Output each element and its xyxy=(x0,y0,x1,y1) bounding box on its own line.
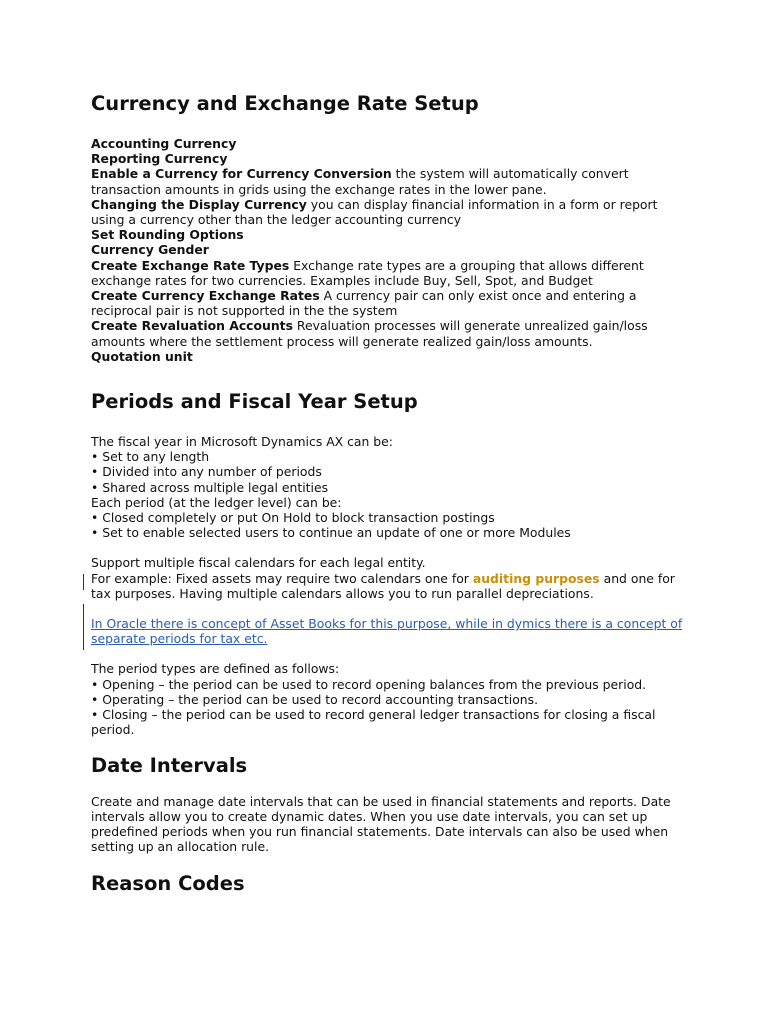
definition-item: Reporting Currency xyxy=(91,151,228,167)
list-item: • Closing – the period can be used to record general ledger transactions for closing a fiscal period. xyxy=(91,707,656,738)
example-text: For example: Fixed assets may require two calendars one for auditing purposes and one for tax purposes. Having multiple calendars allows you to run parallel depreciations. xyxy=(91,570,675,601)
highlighted-phrase: auditing purposes xyxy=(472,570,600,586)
date-section-title: Date Intervals xyxy=(91,753,248,777)
fiscal-intro: The fiscal year in Microsoft Dynamics AX can be: xyxy=(91,434,393,450)
definition-item: Changing the Display Currency you can display financial information in a form or report using a currency other than the ledger accounting currency xyxy=(91,196,658,228)
definition-item: Currency Gender xyxy=(91,242,209,258)
revision-bar xyxy=(83,604,84,650)
definition-item: Create Exchange Rate Types Exchange rate types are a grouping that allows different exchange rates for two currencies. Examples include Buy, Sell, Spot, and Budget xyxy=(91,257,644,288)
periods-section-title: Periods and Fiscal Year Setup xyxy=(91,390,418,414)
definition-item: Create Currency Exchange Rates A currency pair can only exist once and entering a reciprocal pair is not supported in the the system xyxy=(91,288,637,319)
comment-link[interactable]: In Oracle there is concept of Asset Books for this purpose, while in dymics there is a concept of separate periods for tax etc. xyxy=(91,616,683,647)
definition-item: Create Revaluation Accounts Revaluation processes will generate unrealized gain/loss amounts where the settlement process will generate realized gain/loss amounts. xyxy=(91,318,648,349)
date-intervals-text: Create and manage date intervals that can be used in financial statements and reports. Date intervals allow you to create dynamic dates. When you use date intervals, you can set up predefined periods when you run financial statements. Date intervals can also be used when setting up an allocation rule. xyxy=(91,793,671,855)
list-item: • Divided into any number of periods xyxy=(91,464,322,480)
list-item: • Operating – the period can be used to record accounting transactions. xyxy=(91,691,539,707)
list-item: • Set to any length xyxy=(91,449,210,465)
support-text: Support multiple fiscal calendars for each legal entity. xyxy=(91,555,426,571)
definition-item: Accounting Currency xyxy=(91,136,237,151)
definition-item: Enable a Currency for Currency Conversion the system will automatically convert transaction amounts in grids using the exchange rates in the lower pane. xyxy=(91,166,629,197)
revision-bar xyxy=(83,574,84,590)
definition-item: Set Rounding Options xyxy=(91,227,244,243)
list-item: • Shared across multiple legal entities xyxy=(91,479,329,495)
currency-definitions xyxy=(91,136,691,364)
period-types-intro: The period types are defined as follows: xyxy=(91,661,340,677)
currency-section-title: Currency and Exchange Rate Setup xyxy=(91,92,479,115)
document-content xyxy=(91,90,691,898)
list-item: • Closed completely or put On Hold to block transaction postings xyxy=(91,510,495,526)
list-item: • Opening – the period can be used to record opening balances from the previous period. xyxy=(91,676,647,692)
list-item: • Set to enable selected users to continue an update of one or more Modules xyxy=(91,525,571,541)
definition-item: Quotation unit xyxy=(91,348,193,364)
period-intro: Each period (at the ledger level) can be: xyxy=(91,494,342,510)
reason-section-title: Reason Codes xyxy=(91,872,245,896)
